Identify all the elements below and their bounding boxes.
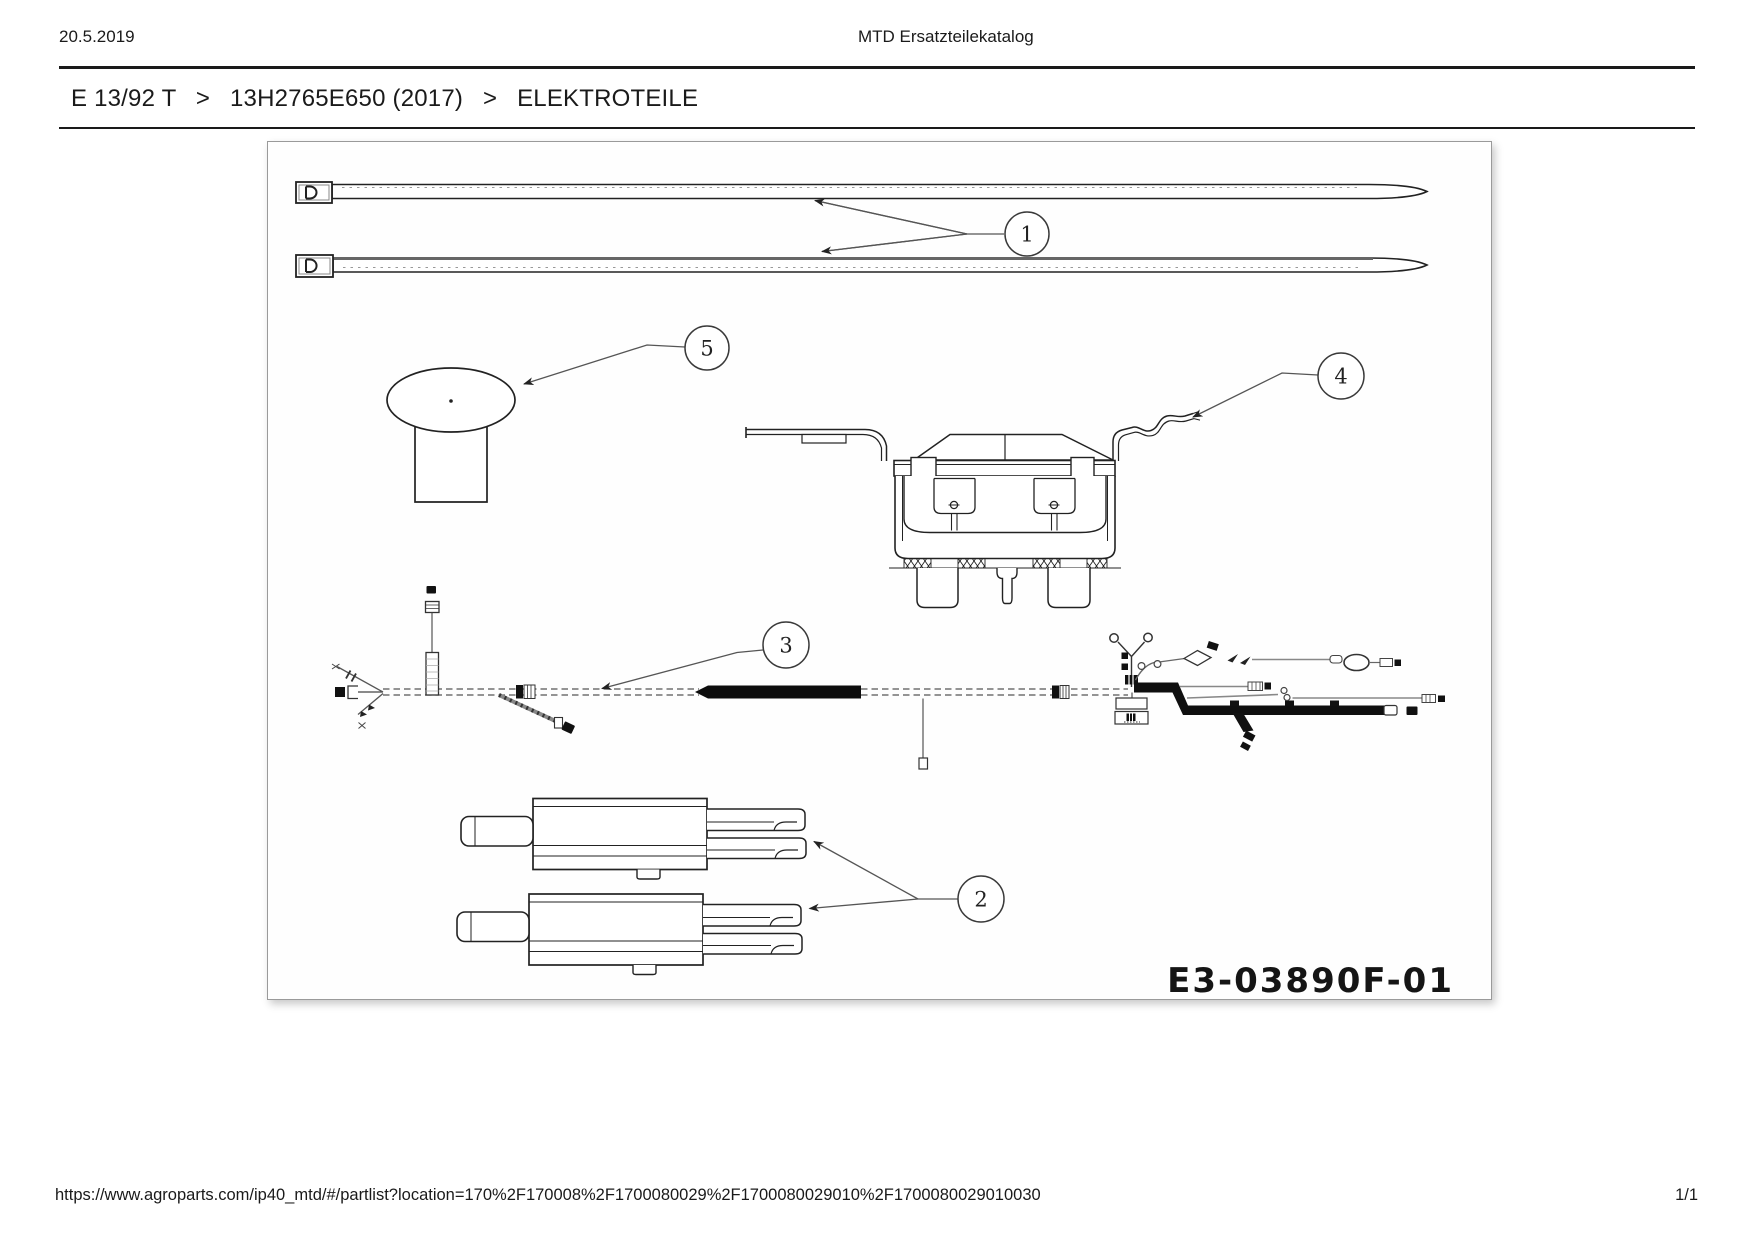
callout-4 xyxy=(1193,353,1364,417)
cable-tie-1 xyxy=(296,182,1427,203)
breadcrumb xyxy=(71,85,698,113)
parts-diagram xyxy=(268,142,1491,999)
callout-4-number: 4 xyxy=(1334,364,1348,389)
footer-url: https://www.agroparts.com/ip40_mtd/#/partlist?location=170%2F170008%2F1700080029%2F1700080029010%2F1700080029010030 xyxy=(55,1186,1041,1204)
callout-2 xyxy=(810,842,1005,923)
header-divider xyxy=(59,66,1695,69)
breadcrumb-item-group: ELEKTROTEILE xyxy=(517,85,699,112)
breadcrumb-divider xyxy=(59,127,1695,129)
parts-diagram-panel xyxy=(267,141,1492,1000)
breadcrumb-separator: > xyxy=(482,85,498,112)
callout-1 xyxy=(815,201,1049,257)
callout-2-number: 2 xyxy=(974,887,988,912)
callout-1-number: 1 xyxy=(1020,222,1034,247)
push-button-item-5 xyxy=(387,368,515,502)
safety-switch xyxy=(746,412,1200,608)
connector-upper xyxy=(461,799,806,880)
header-date: 20.5.2019 xyxy=(59,27,135,46)
connector-lower xyxy=(457,894,802,975)
wiring-harness xyxy=(332,586,1445,769)
diagram-code: E3-03890F-01 xyxy=(1167,961,1454,999)
callout-5 xyxy=(524,326,729,384)
callout-5-number: 5 xyxy=(700,336,714,361)
breadcrumb-separator: > xyxy=(195,85,211,112)
cable-tie-2 xyxy=(296,255,1427,277)
callout-3 xyxy=(602,622,809,689)
callout-3-number: 3 xyxy=(779,633,793,658)
footer-page-indicator: 1/1 xyxy=(1675,1186,1698,1204)
header-title: MTD Ersatzteilekatalog xyxy=(858,27,1034,46)
breadcrumb-item-article: 13H2765E650 (2017) xyxy=(229,85,464,112)
breadcrumb-item-model: E 13/92 T xyxy=(71,85,176,112)
